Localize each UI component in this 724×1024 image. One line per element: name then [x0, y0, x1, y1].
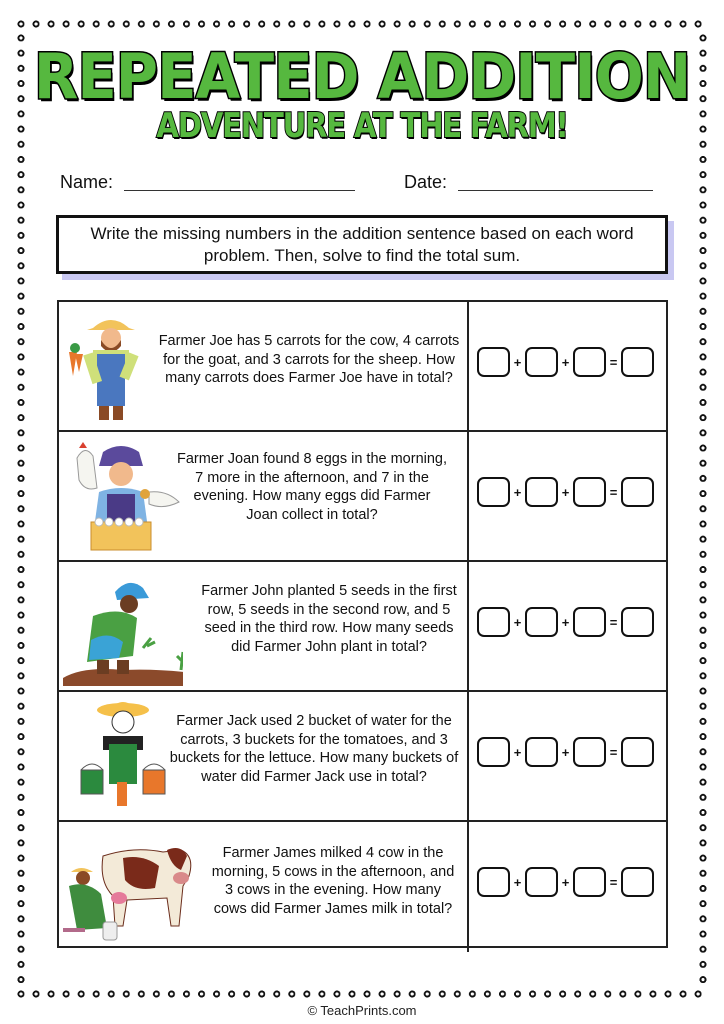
sum-box[interactable] — [621, 347, 654, 377]
equals-sign: = — [609, 354, 618, 370]
equals-sign: = — [609, 484, 618, 500]
addition-sentence — [477, 607, 654, 637]
addition-sentence — [477, 347, 654, 377]
addition-sentence — [477, 477, 654, 507]
date-field[interactable] — [458, 190, 653, 191]
dotted-border-top — [17, 20, 709, 28]
column-divider — [467, 302, 469, 430]
worksheet-title: REPEATED ADDITION — [33, 40, 691, 113]
addend-box[interactable] — [477, 607, 510, 637]
farmer-planting-seeds-icon — [63, 566, 183, 686]
equals-sign: = — [609, 744, 618, 760]
equals-sign: = — [609, 874, 618, 890]
dotted-border-right — [699, 34, 707, 989]
plus-sign: + — [513, 614, 522, 630]
date-label: Date: — [404, 172, 448, 192]
problem-row — [59, 302, 666, 432]
addend-box[interactable] — [477, 737, 510, 767]
problem-text: Farmer Joe has 5 carrots for the cow, 4 carrots for the goat, and 3 carrots for the sheep. How many carrots does Farmer Joe have in total? — [158, 333, 460, 386]
farmer-carrying-buckets-icon — [63, 696, 183, 816]
addend-box[interactable] — [477, 477, 510, 507]
addend-box[interactable] — [573, 867, 606, 897]
problem-text: Farmer James milked 4 cow in the morning, 5 cows in the afternoon, and 3 cows in the evening. How many cows did Farmer James milk in total? — [211, 845, 455, 917]
farmer-milking-cow-icon — [63, 826, 213, 946]
column-divider — [467, 562, 469, 690]
addend-box[interactable] — [525, 867, 558, 897]
addend-box[interactable] — [573, 737, 606, 767]
addend-box[interactable] — [525, 477, 558, 507]
name-label: Name: — [60, 172, 114, 192]
problem-text: Farmer Joan found 8 eggs in the morning, 7 more in the afternoon, and 7 in the evening. How many eggs did Farmer Joan collect in total? — [177, 451, 448, 523]
problem-text: Farmer Jack used 2 bucket of water for the carrots, 3 buckets for the tomatoes, and 3 buckets for the lettuce. How many buckets of water did Farmer Jack use in total? — [169, 713, 459, 785]
sum-box[interactable] — [621, 477, 654, 507]
problem-row — [59, 432, 666, 562]
addition-sentence — [477, 737, 654, 767]
addend-box[interactable] — [525, 347, 558, 377]
problem-row — [59, 822, 666, 952]
plus-sign: + — [513, 354, 522, 370]
dotted-border-bottom — [17, 990, 709, 998]
plus-sign: + — [561, 874, 570, 890]
addend-box[interactable] — [573, 607, 606, 637]
sum-box[interactable] — [621, 867, 654, 897]
addend-box[interactable] — [477, 867, 510, 897]
worksheet-subtitle: ADVENTURE AT THE FARM! — [156, 106, 568, 146]
column-divider — [467, 692, 469, 820]
instructions-text: Write the missing numbers in the addition sentence based on each word problem. Then, solve to find the total sum. — [90, 223, 634, 265]
problem-text: Farmer John planted 5 seeds in the first row, 5 seeds in the second row, and 5 seed in the third row. How many seeds did Farmer John plant in total? — [201, 583, 457, 655]
column-divider — [467, 432, 469, 560]
problems-table — [57, 300, 668, 948]
plus-sign: + — [561, 484, 570, 500]
plus-sign: + — [561, 354, 570, 370]
name-field[interactable] — [124, 190, 355, 191]
column-divider — [467, 822, 469, 952]
instructions-box — [56, 215, 668, 274]
addend-box[interactable] — [525, 607, 558, 637]
dotted-border-left — [17, 34, 25, 989]
addition-sentence — [477, 867, 654, 897]
sum-box[interactable] — [621, 607, 654, 637]
problem-row — [59, 562, 666, 692]
problem-row — [59, 692, 666, 822]
copyright-footer: © TeachPrints.com — [307, 1003, 417, 1018]
addend-box[interactable] — [573, 347, 606, 377]
farmer-with-eggs-and-chickens-icon — [63, 436, 183, 556]
addend-box[interactable] — [525, 737, 558, 767]
plus-sign: + — [513, 484, 522, 500]
plus-sign: + — [513, 874, 522, 890]
plus-sign: + — [561, 744, 570, 760]
addend-box[interactable] — [477, 347, 510, 377]
plus-sign: + — [561, 614, 570, 630]
plus-sign: + — [513, 744, 522, 760]
equals-sign: = — [609, 614, 618, 630]
sum-box[interactable] — [621, 737, 654, 767]
addend-box[interactable] — [573, 477, 606, 507]
